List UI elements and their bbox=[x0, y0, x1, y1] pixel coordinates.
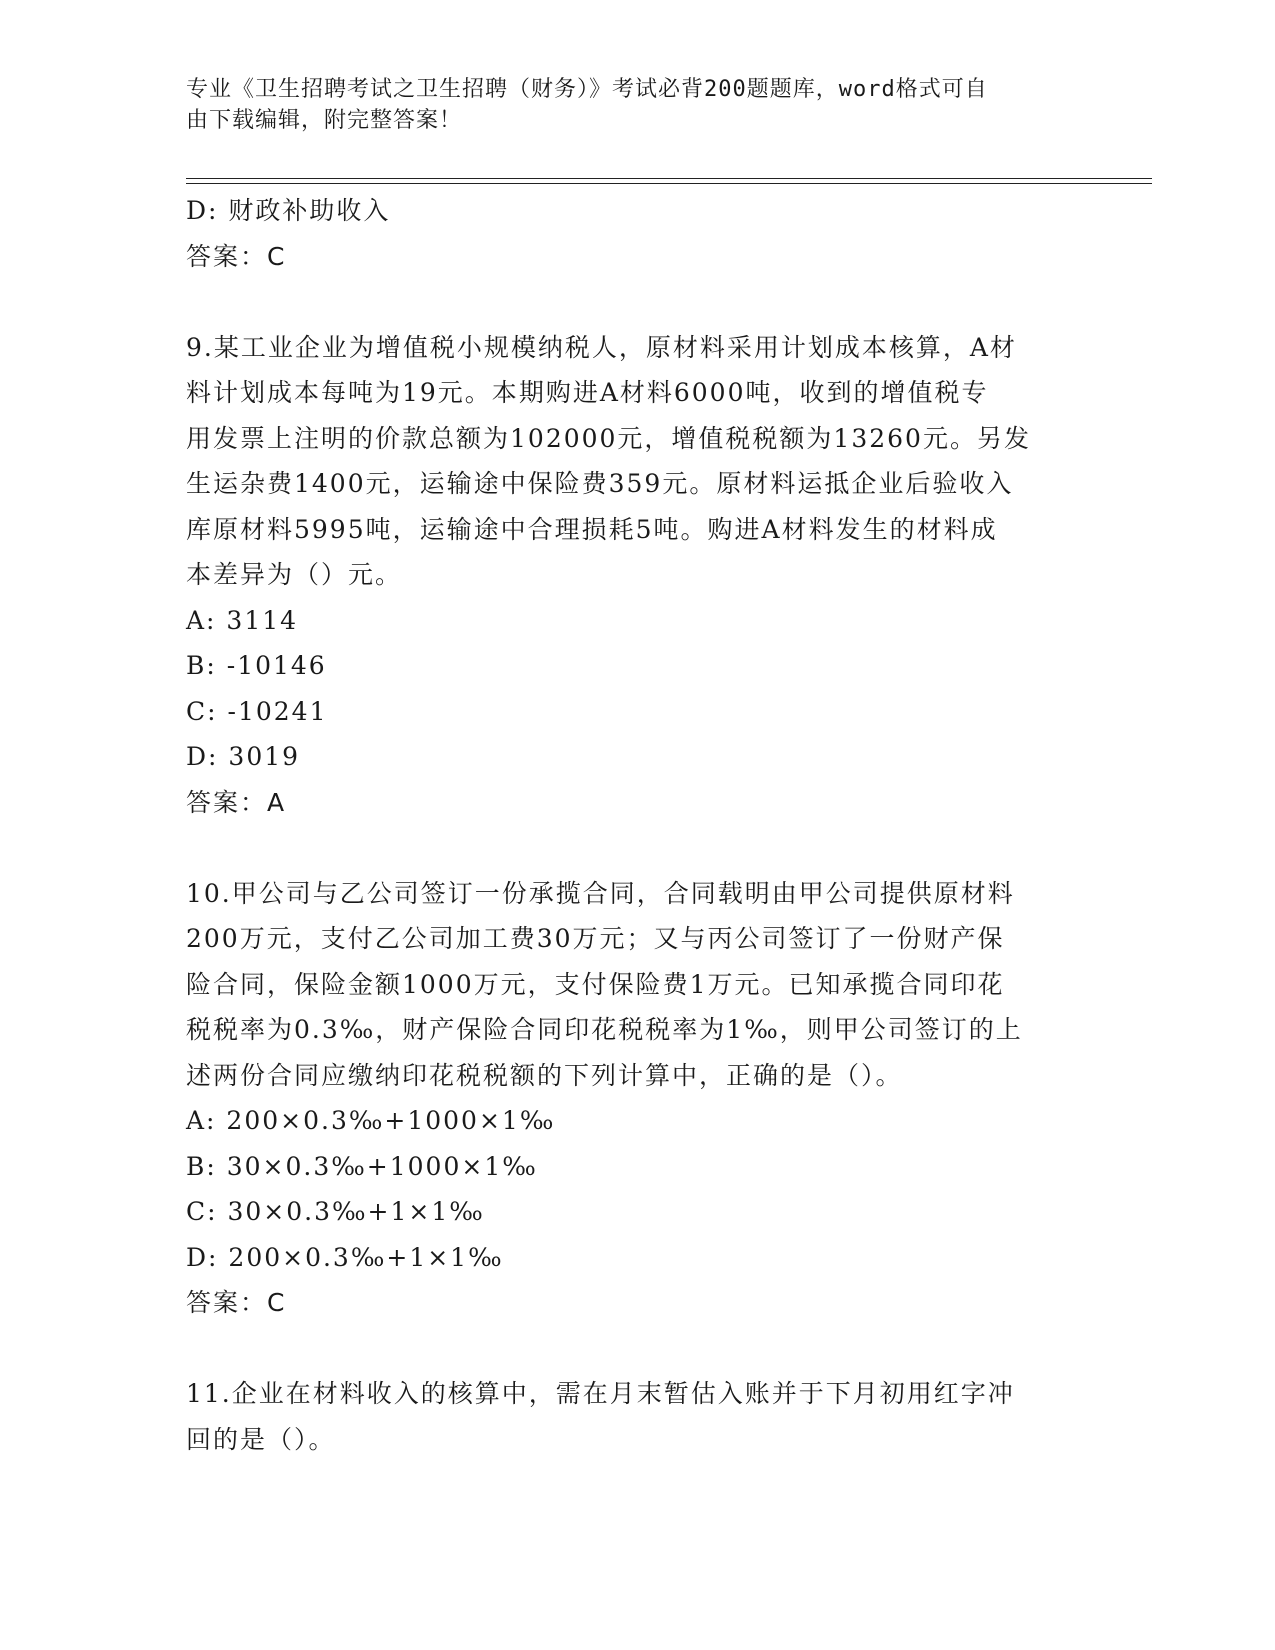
prev-option-d: D: 财政补助收入 bbox=[186, 196, 391, 225]
question-10-line: 10.甲公司与乙公司签订一份承揽合同，合同载明由甲公司提供原材料 bbox=[186, 878, 1015, 908]
question-10-line: 200万元，支付乙公司加工费30万元；又与丙公司签订了一份财产保 bbox=[186, 924, 1005, 953]
question-9-option-a: A: 3114 bbox=[186, 605, 299, 635]
question-9-line: 库原材料5995吨，运输途中合理损耗5吨。购进A材料发生的材料成 bbox=[186, 514, 998, 544]
question-11-line: 11.企业在材料收入的核算中，需在月末暂估入账并于下月初用红字冲 bbox=[186, 1379, 1015, 1408]
question-10-line: 述两份合同应缴纳印花税税额的下列计算中，正确的是（）。 bbox=[186, 1060, 903, 1090]
question-9-line: 本差异为（）元。 bbox=[186, 560, 403, 589]
header-line-1: 专业《卫生招聘考试之卫生招聘（财务）》考试必背200题题库，word格式可自 bbox=[186, 77, 988, 102]
question-9-line: 生运杂费1400元，运输途中保险费359元。原材料运抵企业后验收入 bbox=[186, 469, 1014, 498]
header-rule-bottom bbox=[186, 183, 1152, 184]
question-10-line: 税税率为0.3‰，财产保险合同印花税税率为1‰，则甲公司签订的上 bbox=[186, 1015, 1023, 1044]
question-9-option-d: D: 3019 bbox=[186, 742, 301, 771]
question-9-line: 9.某工业企业为增值税小规模纳税人，原材料采用计划成本核算，A材 bbox=[186, 332, 1017, 362]
question-10 bbox=[186, 871, 1086, 1326]
header-line-2: 由下载编辑，附完整答案！ bbox=[186, 108, 463, 133]
question-9-line: 料计划成本每吨为19元。本期购进A材料6000吨，收到的增值税专 bbox=[186, 378, 989, 407]
document-body bbox=[186, 188, 1086, 1462]
question-11-line: 回的是（）。 bbox=[186, 1424, 336, 1454]
document-header bbox=[186, 74, 1086, 136]
question-10-option-d: D: 200×0.3‰+1×1‰ bbox=[186, 1242, 504, 1272]
question-10-answer: 答案：C bbox=[186, 1288, 287, 1317]
question-10-line: 险合同，保险金额1000万元，支付保险费1万元。已知承揽合同印花 bbox=[186, 969, 1005, 999]
question-10-option-c: C: 30×0.3‰+1×1‰ bbox=[186, 1197, 485, 1226]
question-9 bbox=[186, 325, 1086, 826]
question-10-option-a: A: 200×0.3‰+1000×1‰ bbox=[186, 1106, 556, 1135]
header-rule-top bbox=[186, 178, 1152, 179]
question-9-answer: 答案：A bbox=[186, 787, 287, 817]
spacer bbox=[186, 825, 1086, 871]
question-9-option-c: C: -10241 bbox=[186, 696, 328, 726]
question-11 bbox=[186, 1371, 1086, 1462]
question-9-option-b: B: -10146 bbox=[186, 651, 327, 680]
question-10-option-b: B: 30×0.3‰+1000×1‰ bbox=[186, 1151, 538, 1181]
spacer bbox=[186, 1326, 1086, 1372]
prev-answer: 答案：C bbox=[186, 241, 287, 271]
question-9-line: 用发票上注明的价款总额为102000元，增值税税额为13260元。另发 bbox=[186, 423, 1031, 453]
spacer bbox=[186, 279, 1086, 325]
